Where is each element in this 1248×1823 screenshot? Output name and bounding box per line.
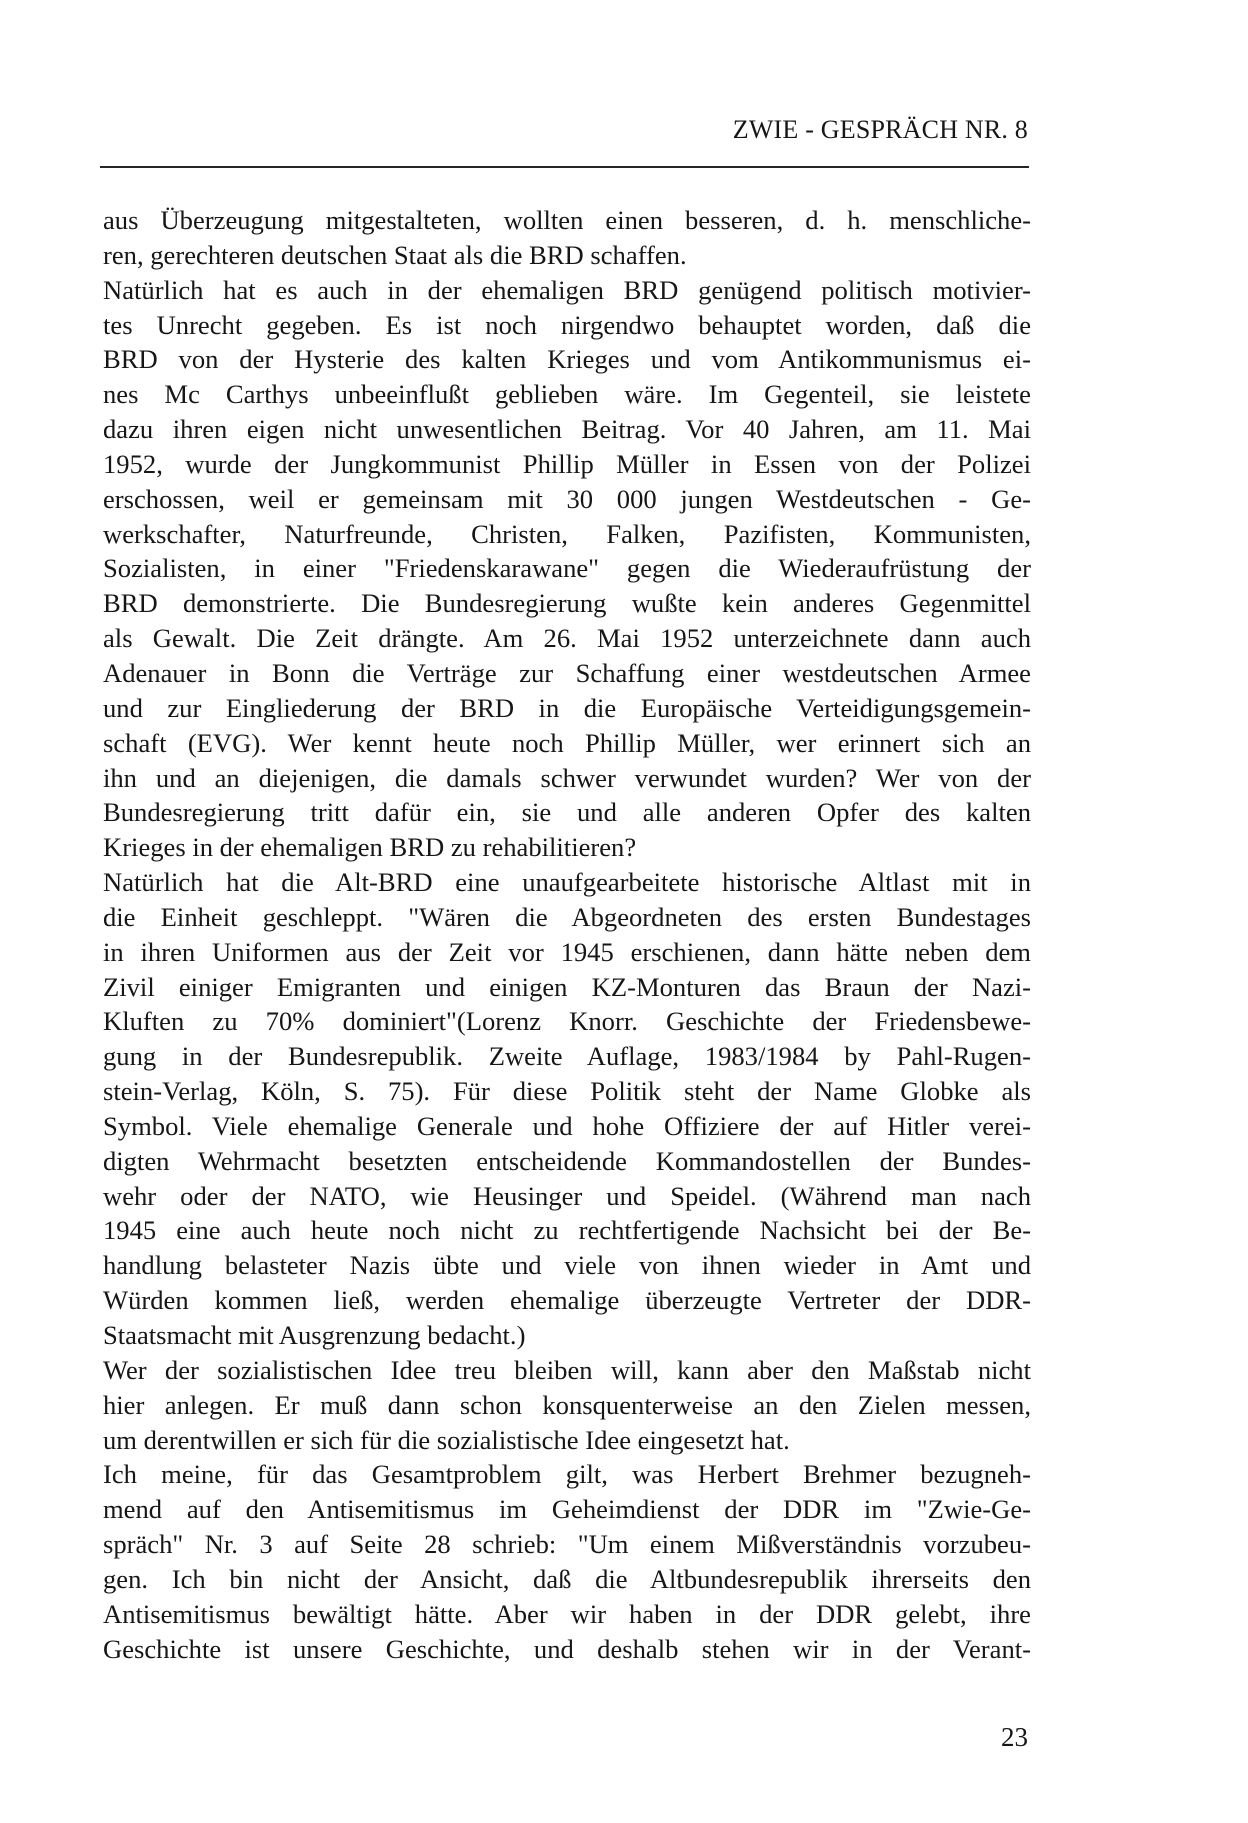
body-text (103, 203, 1031, 1666)
body-line: Symbol. Viele ehemalige Generale und hohe Offiziere der auf Hitler verei- (103, 1110, 1031, 1141)
body-line: dazu ihren eigen nicht unwesentlichen Beitrag. Vor 40 Jahren, am 11. Mai (103, 414, 1031, 445)
header-rule (100, 166, 1029, 168)
body-line: BRD von der Hysterie des kalten Krieges und vom Antikommunismus ei- (103, 344, 1031, 375)
body-line: Zivil einiger Emigranten und einigen KZ-Monturen das Braun der Nazi- (103, 971, 1031, 1002)
body-line: Krieges in der ehemaligen BRD zu rehabilitieren? (103, 832, 637, 863)
body-line: Antisemitismus bewältigt hätte. Aber wir haben in der DDR gelebt, ihre (103, 1598, 1031, 1629)
body-line: Sozialisten, in einer "Friedenskarawane" gegen die Wiederaufrüstung der (103, 553, 1031, 584)
body-line: tes Unrecht gegeben. Es ist noch nirgendwo behauptet worden, daß die (103, 309, 1031, 340)
body-line: gung in der Bundesrepublik. Zweite Auflage, 1983/1984 by Pahl-Rugen- (103, 1041, 1031, 1072)
body-line: Bundesregierung tritt dafür ein, sie und alle anderen Opfer des kalten (103, 797, 1031, 828)
body-line: hier anlegen. Er muß dann schon konsquenterweise an den Zielen messen, (103, 1389, 1031, 1420)
running-head: ZWIE - GESPRÄCH NR. 8 (732, 115, 1028, 144)
body-line: Wer der sozialistischen Idee treu bleiben will, kann aber den Maßstab nicht (103, 1354, 1031, 1385)
body-line: stein-Verlag, Köln, S. 75). Für diese Politik steht der Name Globke als (103, 1076, 1031, 1107)
body-line: handlung belasteter Nazis übte und viele von ihnen wieder in Amt und (103, 1250, 1031, 1281)
body-line: ren, gerechteren deutschen Staat als die BRD schaffen. (103, 239, 687, 270)
body-line: spräch" Nr. 3 auf Seite 28 schrieb: "Um einem Mißverständnis vorzubeu- (103, 1529, 1031, 1560)
body-line: ihn und an diejenigen, die damals schwer verwundet wurden? Wer von der (103, 762, 1031, 793)
body-line: wehr oder der NATO, wie Heusinger und Speidel. (Während man nach (103, 1180, 1031, 1211)
body-line: werkschafter, Naturfreunde, Christen, Falken, Pazifisten, Kommunisten, (103, 518, 1031, 549)
body-line: um derentwillen er sich für die sozialistische Idee eingesetzt hat. (103, 1424, 790, 1455)
body-line: 1952, wurde der Jungkommunist Phillip Müller in Essen von der Polizei (103, 448, 1031, 479)
body-line: Kluften zu 70% dominiert"(Lorenz Knorr. Geschichte der Friedensbewe- (103, 1006, 1031, 1037)
body-line: Ich meine, für das Gesamtproblem gilt, was Herbert Brehmer bezugneh- (103, 1459, 1031, 1490)
body-line: aus Überzeugung mitgestalteten, wollten einen besseren, d. h. menschliche- (103, 205, 1031, 235)
body-line: 1945 eine auch heute noch nicht zu rechtfertigende Nachsicht bei der Be- (103, 1215, 1031, 1246)
page-number: 23 (1001, 1722, 1028, 1752)
body-line: die Einheit geschleppt. "Wären die Abgeordneten des ersten Bundestages (103, 901, 1031, 932)
body-line: Natürlich hat es auch in der ehemaligen BRD genügend politisch motivier- (103, 274, 1031, 305)
body-line: Würden kommen ließ, werden ehemalige überzeugte Vertreter der DDR- (103, 1285, 1031, 1316)
body-line: schaft (EVG). Wer kennt heute noch Phillip Müller, wer erinnert sich an (103, 727, 1031, 758)
body-line: mend auf den Antisemitismus im Geheimdienst der DDR im "Zwie-Ge- (103, 1494, 1031, 1525)
body-line: gen. Ich bin nicht der Ansicht, daß die Altbundesrepublik ihrerseits den (103, 1563, 1031, 1594)
body-line: und zur Eingliederung der BRD in die Europäische Verteidigungsgemein- (103, 692, 1031, 723)
body-line: digten Wehrmacht besetzten entscheidende Kommandostellen der Bundes- (103, 1145, 1031, 1176)
body-line: BRD demonstrierte. Die Bundesregierung wußte kein anderes Gegenmittel (103, 588, 1031, 619)
body-line: als Gewalt. Die Zeit drängte. Am 26. Mai 1952 unterzeichnete dann auch (103, 623, 1031, 654)
body-line: in ihren Uniformen aus der Zeit vor 1945 erschienen, dann hätte neben dem (103, 936, 1031, 967)
body-line: erschossen, weil er gemeinsam mit 30 000 jungen Westdeutschen - Ge- (103, 483, 1031, 514)
body-line: Geschichte ist unsere Geschichte, und deshalb stehen wir in der Verant- (103, 1633, 1031, 1664)
body-line: nes Mc Carthys unbeeinflußt geblieben wäre. Im Gegenteil, sie leistete (103, 379, 1031, 410)
body-line: Natürlich hat die Alt-BRD eine unaufgearbeitete historische Altlast mit in (103, 867, 1031, 898)
body-line: Staatsmacht mit Ausgrenzung bedacht.) (103, 1320, 526, 1350)
body-line: Adenauer in Bonn die Verträge zur Schaffung einer westdeutschen Armee (103, 657, 1031, 688)
